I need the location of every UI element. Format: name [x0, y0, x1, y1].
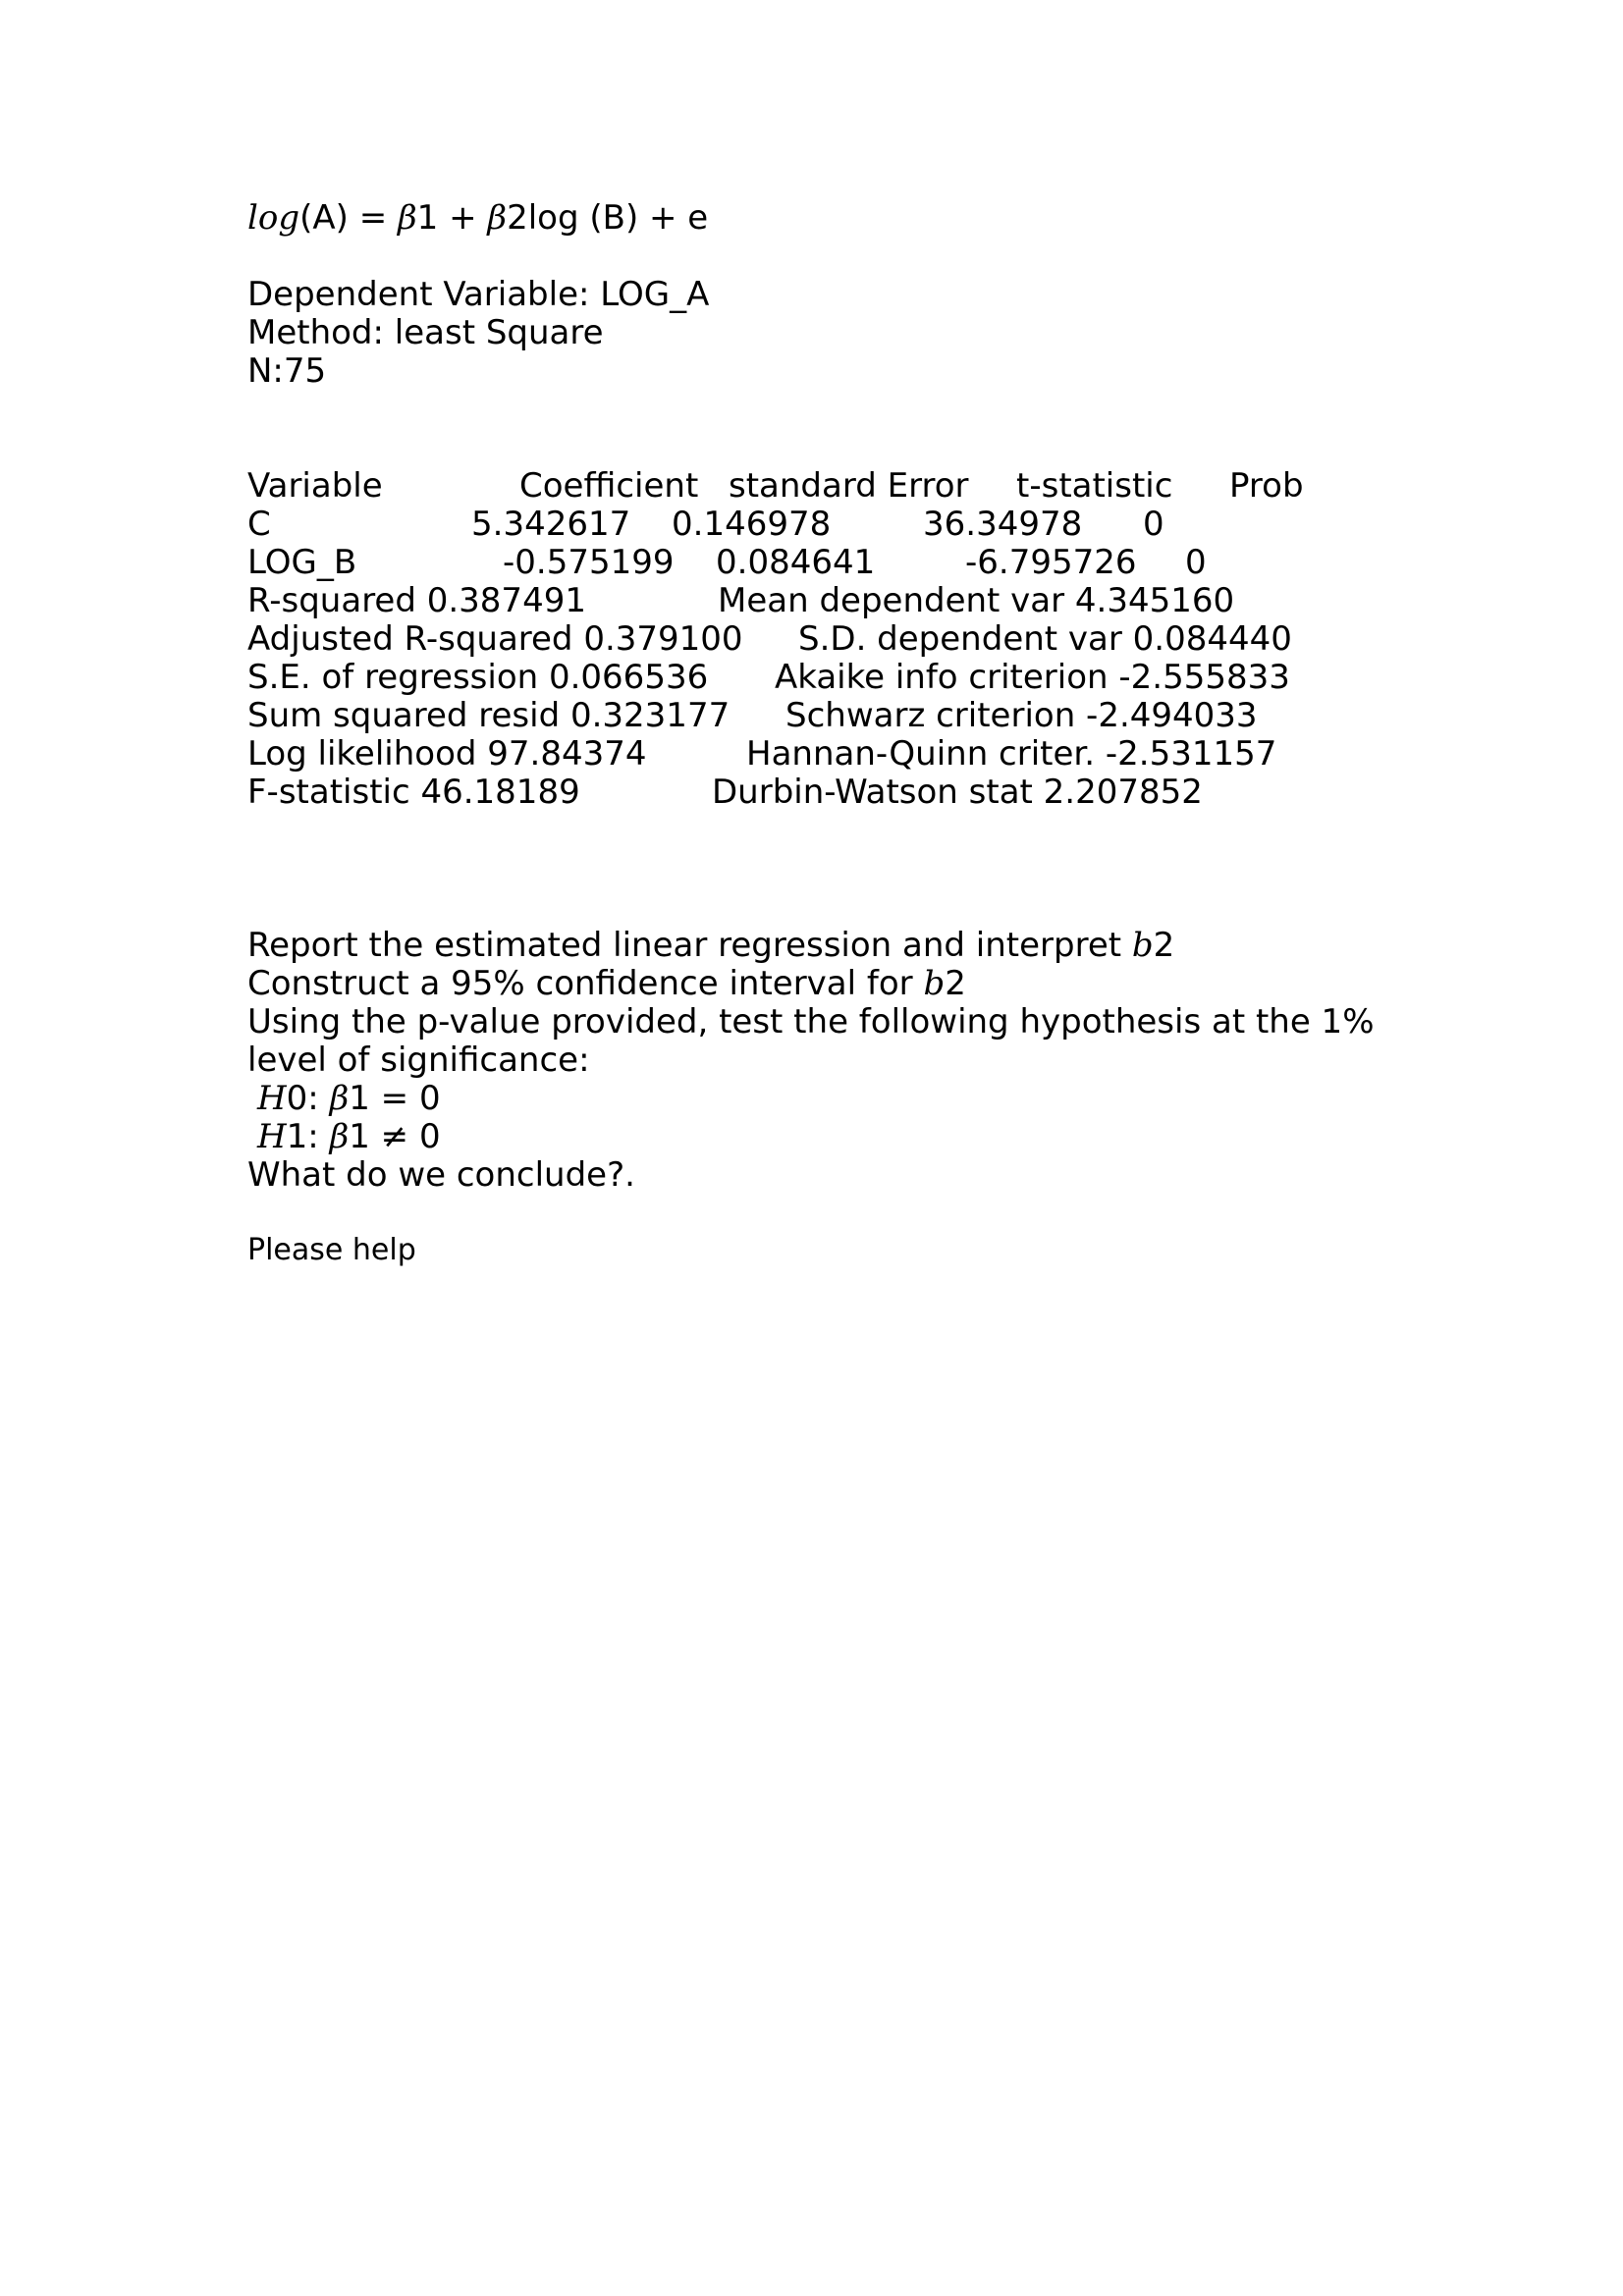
- beta-symbol: β: [398, 198, 417, 238]
- alternative-hypothesis: H1: β1 ≠ 0: [257, 1117, 441, 1156]
- beta-symbol: β: [329, 1117, 350, 1156]
- conclusion-question: What do we conclude?.: [247, 1155, 635, 1195]
- sample-size: N:75: [247, 351, 327, 391]
- beta-symbol: β: [329, 1079, 350, 1118]
- row-standard-error: 0.084641: [716, 543, 876, 582]
- row-t-statistic: -6.795726: [965, 543, 1137, 582]
- h-symbol: H: [257, 1117, 287, 1156]
- question-2: Construct a 95% confidence interval for b2: [247, 964, 966, 1003]
- beta-symbol: β: [487, 198, 508, 238]
- stat-right: Mean dependent var 4.345160: [718, 581, 1235, 620]
- stat-left: F-statistic 46.18189: [247, 773, 580, 812]
- header-variable: Variable: [247, 466, 383, 506]
- row-coefficient: 5.342617: [471, 505, 631, 544]
- model-equation: log(A) = β1 + β2log (B) + e: [247, 198, 709, 238]
- stat-right: Hannan-Quinn criter. -2.531157: [746, 734, 1277, 774]
- question-1: Report the estimated linear regression and interpret b2: [247, 926, 1175, 965]
- row-variable: C: [247, 505, 271, 544]
- dependent-variable: Dependent Variable: LOG_A: [247, 275, 710, 314]
- stat-right: Durbin-Watson stat 2.207852: [712, 773, 1203, 812]
- header-prob: Prob: [1229, 466, 1304, 506]
- stat-left: R-squared 0.387491: [247, 581, 586, 620]
- stat-right: Schwarz criterion -2.494033: [785, 696, 1258, 735]
- row-coefficient: -0.575199: [503, 543, 675, 582]
- footer-note: Please help: [247, 1233, 416, 1267]
- stat-left: Log likelihood 97.84374: [247, 734, 647, 774]
- header-standard-error: standard Error: [729, 466, 969, 506]
- stat-right: Akaike info criterion -2.555833: [775, 658, 1290, 697]
- b-symbol: b: [923, 964, 946, 1003]
- header-t-statistic: t-statistic: [1016, 466, 1173, 506]
- log-symbol: log: [247, 198, 300, 238]
- row-standard-error: 0.146978: [672, 505, 832, 544]
- row-variable: LOG_B: [247, 543, 357, 582]
- question-3-line-1: Using the p-value provided, test the following hypothesis at the 1%: [247, 1002, 1375, 1041]
- null-hypothesis: H0: β1 = 0: [257, 1079, 441, 1118]
- method: Method: least Square: [247, 313, 604, 352]
- question-3-line-2: level of significance:: [247, 1041, 590, 1080]
- stat-left: Adjusted R-squared 0.379100: [247, 619, 743, 659]
- h-symbol: H: [257, 1079, 287, 1118]
- row-prob: 0: [1143, 505, 1164, 544]
- row-t-statistic: 36.34978: [923, 505, 1083, 544]
- b-symbol: b: [1131, 926, 1154, 965]
- stat-left: Sum squared resid 0.323177: [247, 696, 730, 735]
- stat-right: S.D. dependent var 0.084440: [798, 619, 1292, 659]
- header-coefficient: Coefficient: [519, 466, 699, 506]
- stat-left: S.E. of regression 0.066536: [247, 658, 709, 697]
- row-prob: 0: [1185, 543, 1207, 582]
